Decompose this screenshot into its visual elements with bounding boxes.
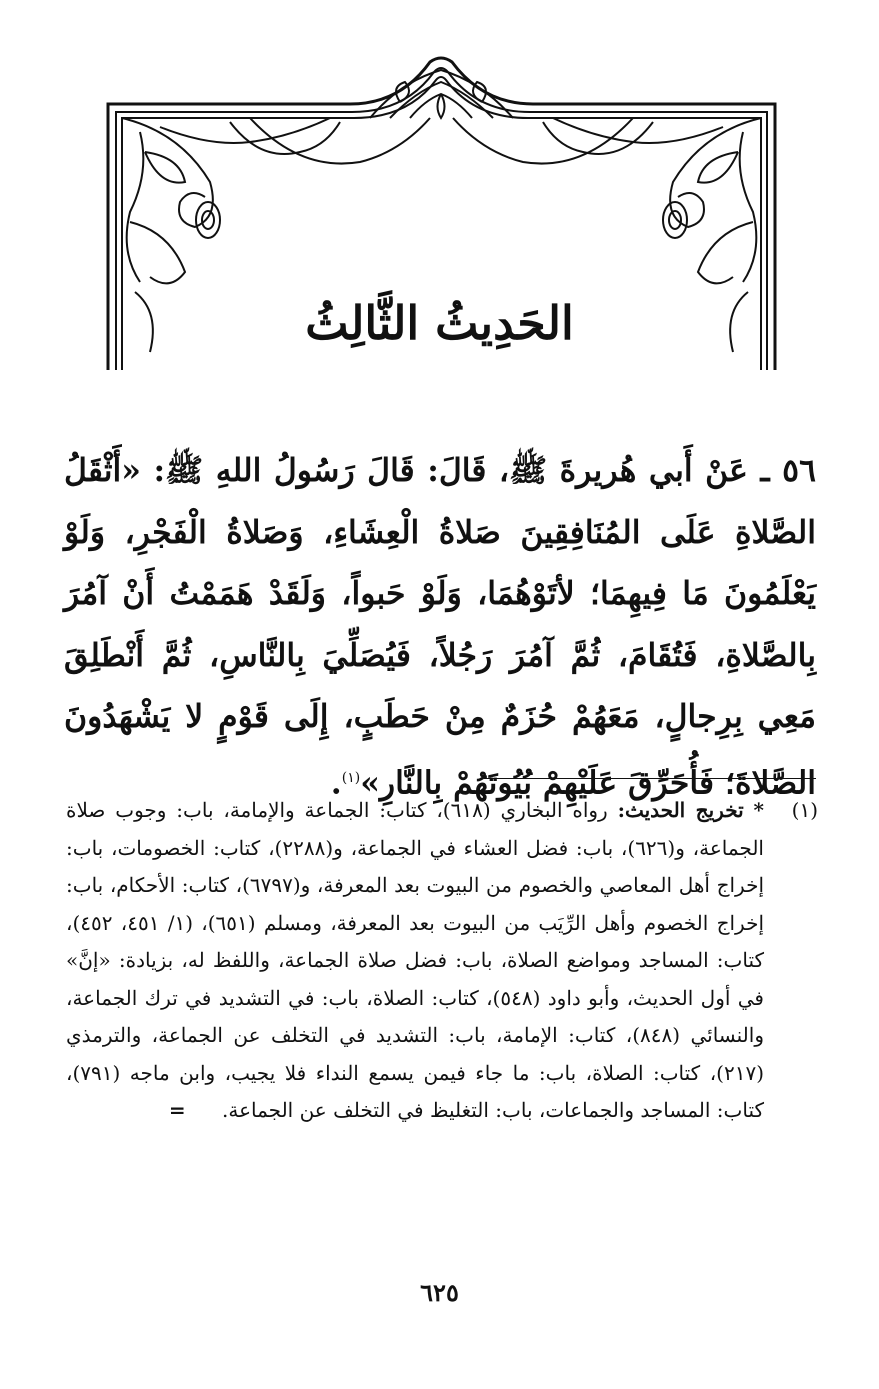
footnote-divider xyxy=(484,778,816,779)
footnote-body xyxy=(66,792,764,1130)
footnote-text: رواه البخاري (٦١٨)، كتاب: الجماعة والإمامة، باب: وجوب صلاة الجماعة، و(٦٢٦)، باب: فضل العشاء في الجماعة، و(٢٢٨٨)، كتاب: الخصومات، باب: إخراج أهل المعاصي والخصوم من البيوت بعد المعرفة، و(٦٧٩٧)، كتاب: الأحكام، باب: إخراج الخصوم وأهل الرِّيَب من البيوت بعد المعرفة، ومسلم (٦٥١)، (١/ ٤٥١، ٤٥٢)، كتاب: المساجد ومواضع الصلاة، باب: فضل صلاة الجماعة، واللفظ له، بزيادة: «إنَّ» في أول الحديث، وأبو داود (٥٤٨)، كتاب: الصلاة، باب: في التشديد في ترك الجماعة، والنسائي (٨٤٨)، كتاب: الإمامة، باب: التشديد في التخلف عن الجماعة، والترمذي (٢١٧)، كتاب: الصلاة، باب: ما جاء فيمن يسمع النداء فلا يجيب، وابن ماجه (٧٩١)، كتاب: المساجد والجماعات، باب: التغليظ في التخلف عن الجماعة. xyxy=(66,798,765,1122)
star-icon: * xyxy=(753,798,765,822)
chapter-title: الحَدِيثُ الثَّالِثُ xyxy=(305,296,574,350)
hadith-end: . xyxy=(330,764,342,801)
footnote-marker: (١) xyxy=(791,798,818,822)
footnote xyxy=(66,792,818,1130)
footnote-heading: تخريج الحديث: xyxy=(617,798,744,822)
page-number: ٦٢٥ xyxy=(420,1278,459,1307)
footnote-reference[interactable]: (١) xyxy=(341,769,361,786)
hadith-body: ٥٦ ـ عَنْ أَبي هُريرةَ ﷺ، قَالَ: قَالَ رَسُولُ اللهِ ﷺ: «أَثْقَلُ الصَّلاةِ عَلَى المُنَافِقِينَ صَلاةُ الْعِشَاءِ، وَصَلاةُ الْفَجْرِ، وَلَوْ يَعْلَمُونَ مَا فِيهِمَا؛ لأتَوْهُمَا، وَلَوْ حَبواً، وَلَقَدْ هَمَمْتُ أَنْ آمُرَ بِالصَّلاةِ، فَتُقَامَ، ثُمَّ آمُرَ رَجُلاً، فَيُصَلِّيَ بِالنَّاسِ، ثُمَّ أَنْطَلِقَ مَعِي بِرِجالٍ، مَعَهُمْ حُزَمٌ مِنْ حَطَبٍ، إِلَى قَوْمٍ لا يَشْهَدُونَ الصَّلاةَ؛ فَأُحَرِّقَ عَلَيْهِمْ بُيُوتَهُمْ بِالنَّارِ» xyxy=(64,452,816,801)
continuation-mark: = xyxy=(168,1098,186,1122)
hadith-text xyxy=(64,440,816,814)
